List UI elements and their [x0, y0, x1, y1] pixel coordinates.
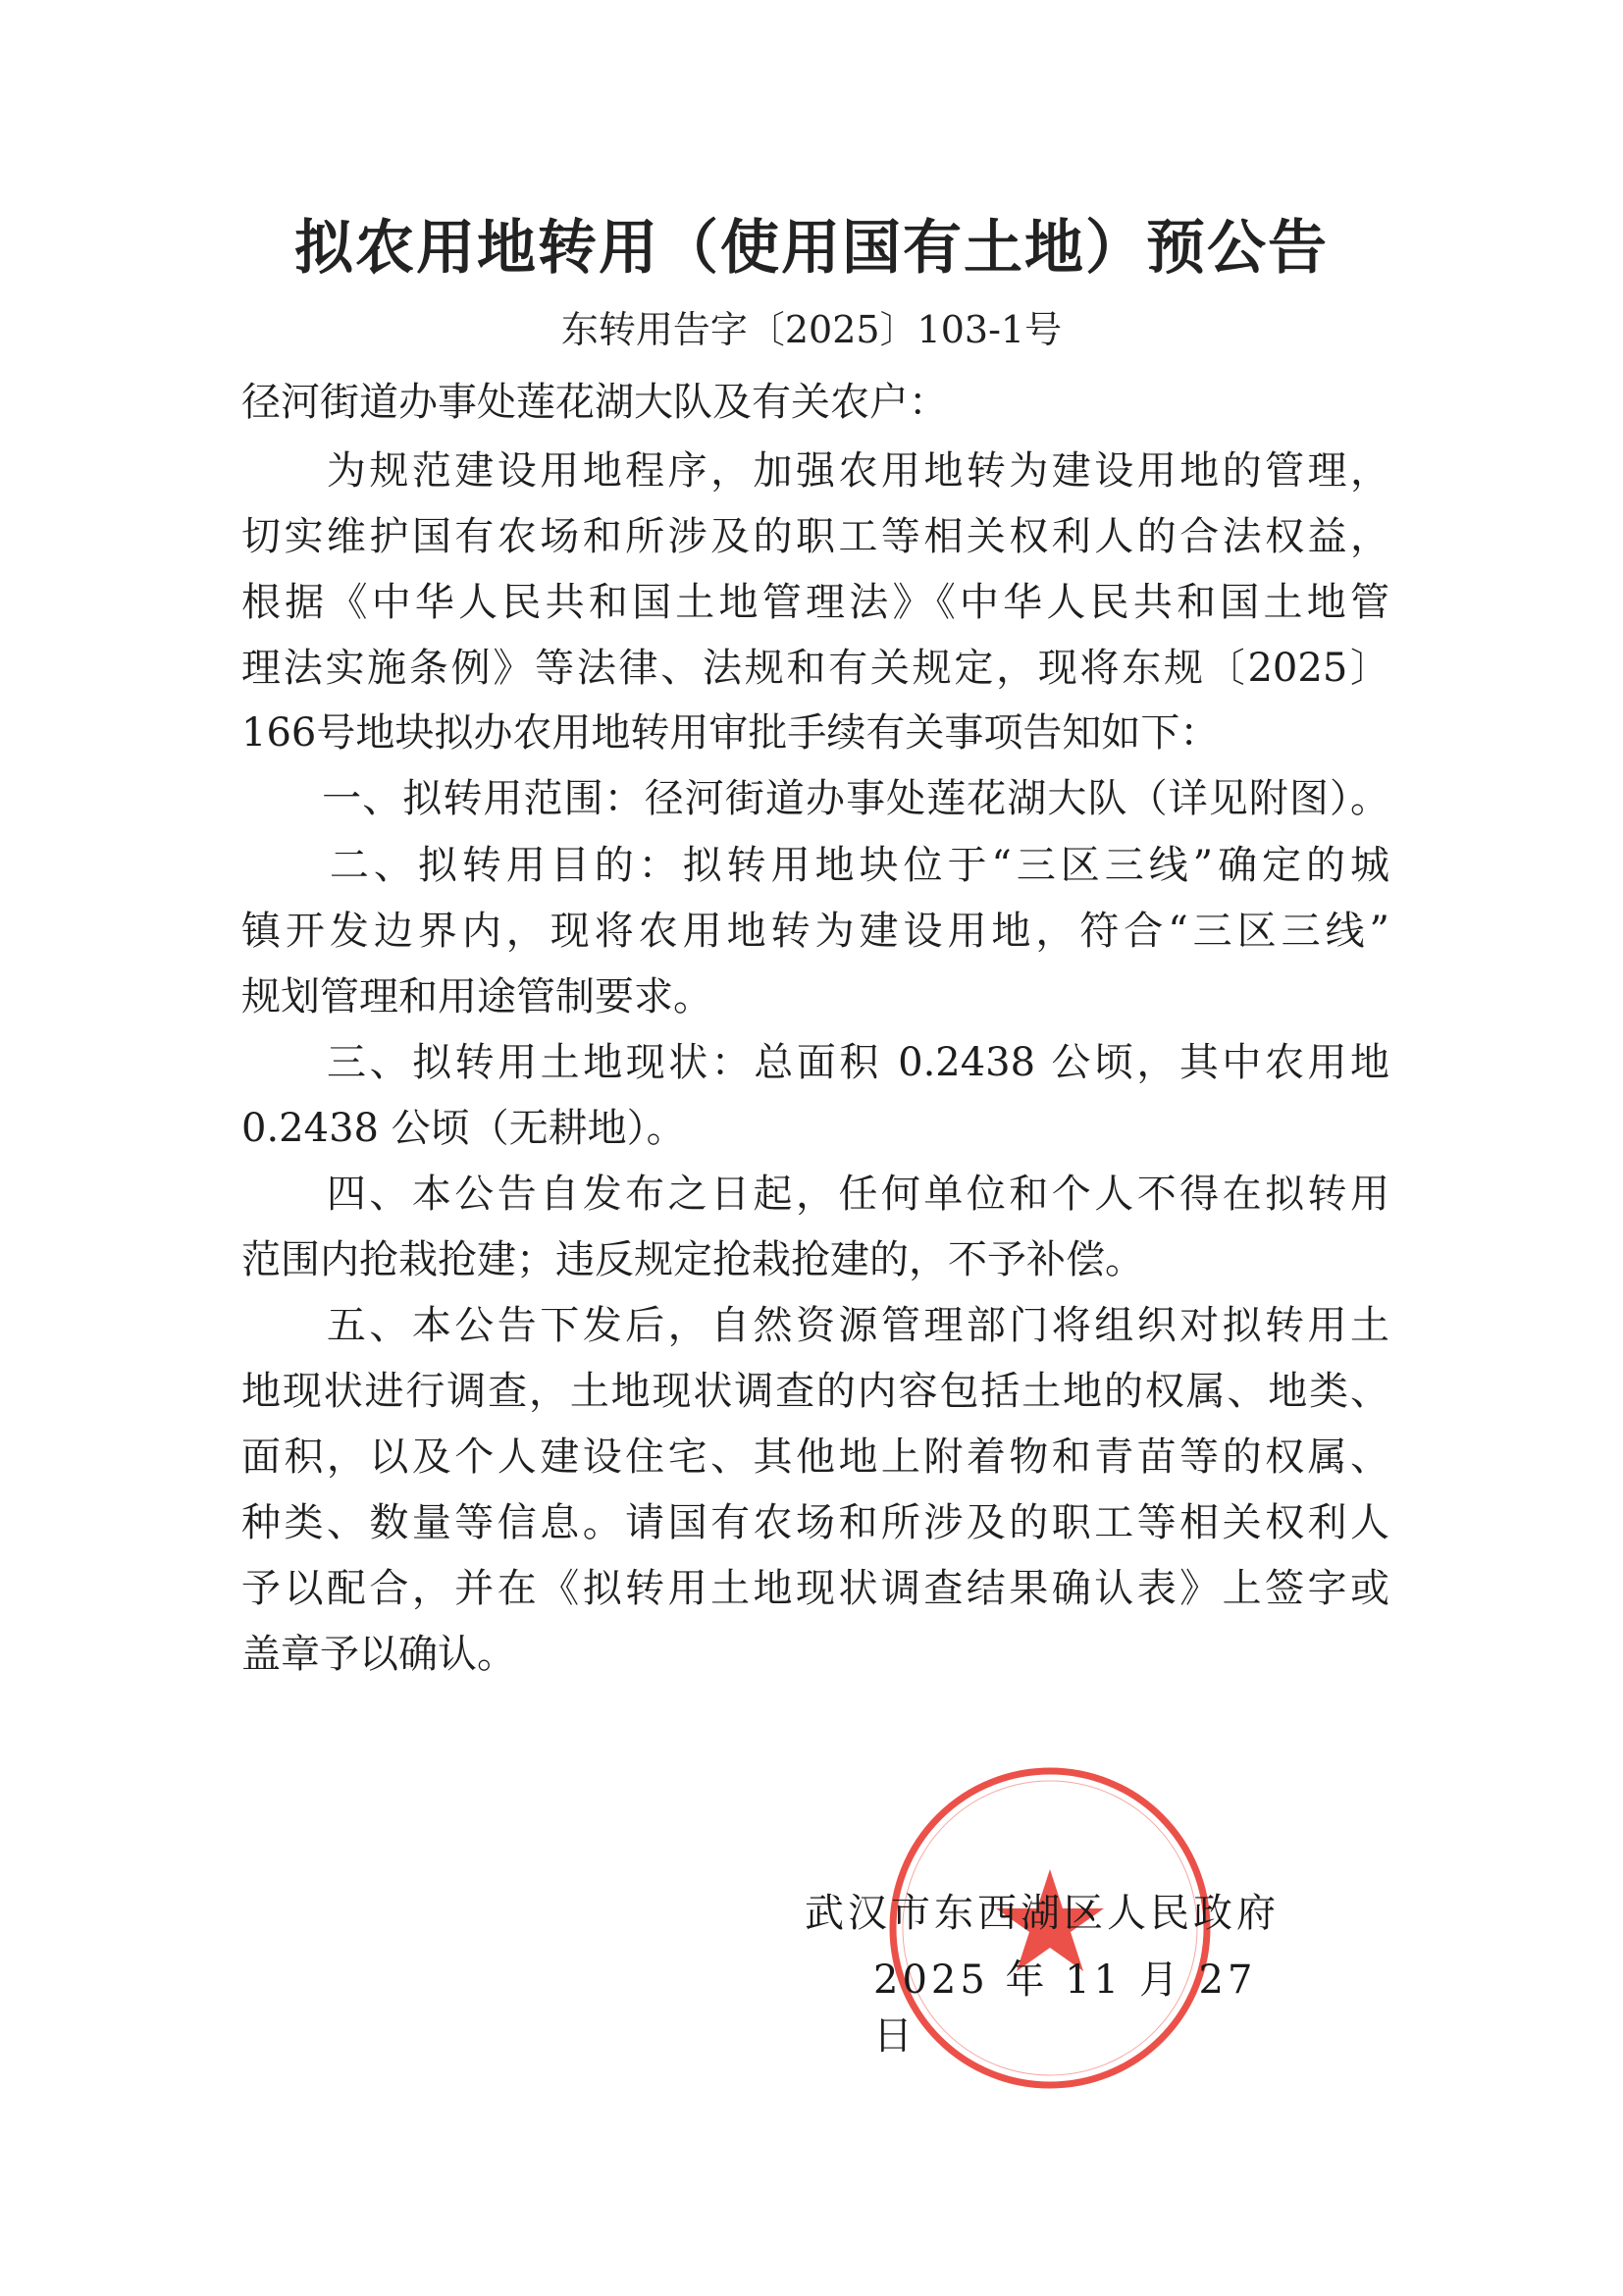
body-line: 一、拟转用范围：径河街道办事处莲花湖大队（详见附图）。 — [241, 776, 1389, 821]
body-line: 理法实施条例》等法律、法规和有关规定，现将东规〔2025〕 — [241, 646, 1389, 691]
body-line: 五、本公告下发后，自然资源管理部门将组织对拟转用土 — [241, 1303, 1389, 1348]
body-line: 二、拟转用目的：拟转用地块位于“三区三线”确定的城 — [241, 843, 1389, 888]
body-line: 切实维护国有农场和所涉及的职工等相关权利人的合法权益， — [241, 514, 1389, 559]
body-line: 予以配合，并在《拟转用土地现状调查结果确认表》上签字或 — [241, 1566, 1389, 1611]
body-line: 径河街道办事处莲花湖大队及有关农户： — [241, 380, 948, 425]
issue-date: 2025 年 11 月 27 日 — [873, 1957, 1257, 2059]
body-line: 种类、数量等信息。请国有农场和所涉及的职工等相关权利人 — [241, 1500, 1389, 1545]
body-line: 四、本公告自发布之日起，任何单位和个人不得在拟转用 — [241, 1172, 1389, 1217]
body-line: 地现状进行调查，土地现状调查的内容包括土地的权属、地类、 — [241, 1369, 1389, 1414]
body-line: 盖章予以确认。 — [241, 1632, 516, 1677]
body-line: 根据《中华人民共和国土地管理法》《中华人民共和国土地管 — [241, 580, 1389, 625]
body-line: 166号地块拟办农用地转用审批手续有关事项告知如下： — [241, 710, 1220, 756]
signatory: 武汉市东西湖区人民政府 — [805, 1891, 1280, 1936]
body-line: 规划管理和用途管制要求。 — [241, 974, 712, 1019]
body-line: 范围内抢栽抢建；违反规定抢栽抢建的，不予补偿。 — [241, 1237, 1144, 1282]
body-line: 0.2438 公顷（无耕地）。 — [241, 1106, 686, 1151]
document-title: 拟农用地转用（使用国有土地）预公告 — [294, 214, 1329, 283]
body-line: 镇开发边界内，现将农用地转为建设用地，符合“三区三线” — [241, 909, 1389, 954]
body-line: 为规范建设用地程序，加强农用地转为建设用地的管理， — [241, 448, 1389, 494]
document-number: 东转用告字〔2025〕103-1号 — [560, 308, 1063, 351]
body-line: 面积，以及个人建设住宅、其他地上附着物和青苗等的权属、 — [241, 1435, 1389, 1480]
body-line: 三、拟转用土地现状：总面积 0.2438 公顷，其中农用地 — [241, 1040, 1389, 1085]
